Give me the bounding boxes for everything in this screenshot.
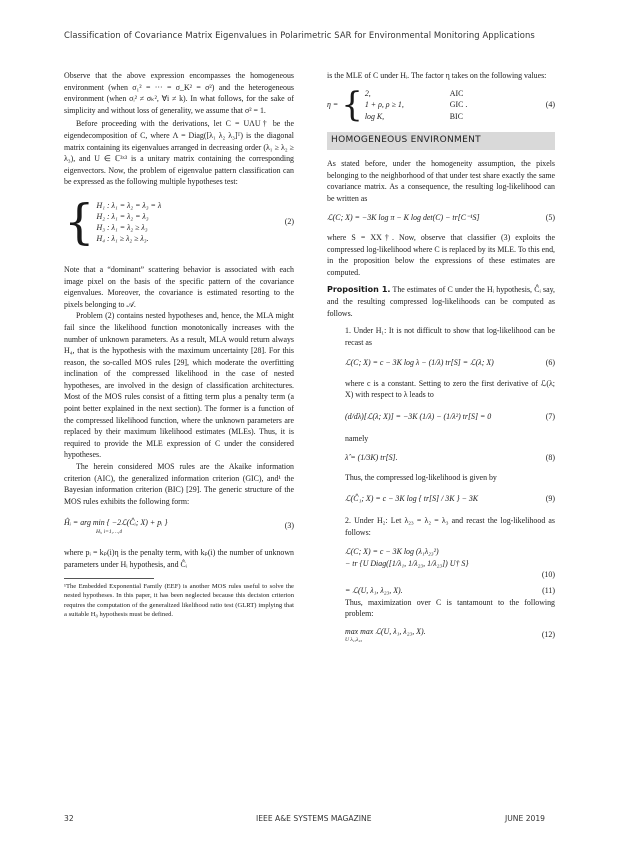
equation-line: ℒ(C; X) = c − 3K log (λ₁λ₂₃²) — [345, 547, 439, 557]
equation-body: ℒ(C; X) = −3K log π − K log det(C) − tr[C⁻¹S] — [327, 213, 480, 223]
equation-subscript: Hᵢ, i=1,…,4 — [96, 529, 122, 535]
equation-9 — [345, 493, 555, 505]
left-brace: { — [64, 193, 95, 250]
equation-2 — [64, 193, 294, 250]
hypothesis-row: H₂ : λ₁ = λ₂ = λ₃ — [96, 211, 149, 221]
paragraph: namely — [345, 433, 369, 443]
paragraph: is the MLE of C under Hᵢ. The factor η takes on the following values: — [327, 71, 547, 80]
equation-number: (2) — [284, 217, 294, 227]
eta-cases — [365, 88, 467, 123]
right-column — [327, 70, 555, 649]
list-item — [327, 515, 555, 643]
equation-number: (12) — [541, 629, 555, 639]
equation-number: (6) — [545, 358, 555, 368]
equation-11 — [345, 585, 555, 597]
page-number: 32 — [64, 814, 74, 823]
equation-number: (5) — [545, 213, 555, 223]
list-item — [327, 325, 555, 505]
issue-date: JUNE 2019 — [505, 814, 546, 823]
equation-7 — [345, 411, 555, 423]
magazine-name: IEEE A&E SYSTEMS MAGAZINE — [256, 814, 372, 823]
equation-number: (4) — [545, 100, 555, 110]
case-name: GIC . — [449, 100, 468, 110]
item-intro: 1. Under H₁: It is not difficult to show that log-likelihood can be recast as — [345, 326, 555, 347]
equation-number: (7) — [545, 412, 555, 422]
case-name: BIC — [449, 111, 463, 121]
equation-body: max max ℒ(U, λ₁, λ₂₃, X). — [345, 626, 426, 636]
paragraph: The herein considered MOS rules are the Akaike information criterion (AIC), the generalized information criterion (GIC), and¹ the Bayesian information criterion (BIC) [29]. The generic structure of the MOS rules exhibits the following form: — [64, 462, 294, 506]
running-header: Classification of Covariance Matrix Eigenvalues in Polarimetric SAR for Environmental Monitoring Applications — [64, 30, 535, 40]
case-value: 1 + ρ, ρ ≥ 1, — [364, 100, 404, 110]
paragraph: As stated before, under the homogeneity assumption, the pixels belonging to the neighborhood of that under test share exactly the same covariance matrix. As a consequence, the resulting log-likelihood can be written as — [327, 158, 555, 203]
equation-body: ℒ(Ĉ₁; X) = c − 3K log { tr[S] / 3K } − 3K — [345, 494, 479, 504]
proposition-text: The estimates of C under the Hᵢ hypothesis, Ĉᵢ say, and the resulting compressed log-likelihoods can be computed as follows. — [327, 285, 555, 318]
equation-3 — [64, 517, 294, 535]
paragraph: Thus, maximization over C is tantamount to the following problem: — [345, 597, 555, 619]
proposition-label: Proposition 1. — [327, 285, 391, 295]
equation-12 — [345, 626, 555, 644]
equation-8 — [345, 452, 555, 464]
hypotheses-list — [97, 200, 162, 244]
proposition — [327, 284, 555, 319]
paragraph: where S = XX†. Now, observe that classifier (3) exploits the compressed log-likelihood where C is replaced by its MLE. To this end, in the proposition below the expressions of these estimates are computed. — [327, 232, 555, 277]
equation-number: (11) — [542, 586, 555, 595]
paragraph: where c is a constant. Setting to zero the first derivative of ℒ(λ; X) with respect to λ leads to — [345, 378, 555, 400]
equation-6 — [345, 357, 555, 369]
equation-number: (10) — [541, 570, 555, 580]
equation-body: = ℒ(U, λ₁, λ₂₃, X). — [345, 586, 403, 595]
case-name: AIC — [449, 88, 464, 98]
hypothesis-row: H₁ : λ₁ = λ₂ = λ₃ = λ — [96, 200, 162, 210]
paragraph: Thus, the compressed log-likelihood is given by — [345, 472, 497, 482]
left-brace: { — [341, 84, 363, 125]
equation-body: (d/dλ)[ℒ(λ; X)] = −3K (1/λ) − (1/λ²) tr[S] = 0 — [345, 412, 492, 422]
equation-body: ℒ(C; X) = c − 3K log λ − (1/λ) tr[S] = ℒ(λ; X) — [345, 358, 494, 368]
equation-body: Ĥᵢ = arg min { −2ℒ(Ĉᵢ; X) + pᵢ } — [64, 518, 168, 528]
left-column — [64, 70, 294, 619]
paragraph: Problem (2) contains nested hypotheses and, hence, the MLA might fail since the likelihood function monotonically increases with the number of unknown parameters. As a result, MLA would return always H₄, that is the hypothesis with the maximum uncertainty [28]. For this reason, the so-called MOS rules [29], which moderate the overfitting inclination of the compressed likelihood in the case of nested hypotheses, are involved in the design of classification architectures. Most of the MOS rules consist of a fitting term plus a penalty term (a point better explained in the next section). The former is a function of the compressed likelihood function, where the unknown parameters are replaced by their maximum likelihood estimates (MLEs). Thus, it is required to provide the MLE expression of C under the considered hypotheses. — [64, 311, 294, 460]
case-value: log K, — [364, 111, 385, 121]
equation-number: (8) — [545, 453, 555, 463]
equation-number: (3) — [284, 521, 294, 531]
equation-lhs: η = — [327, 100, 339, 110]
paragraph: Before proceeding with the derivations, let C = UΛU† be the eigendecomposition of C, where Λ = Diag([λ₁ λ₂ λ₃]ᵀ) is the diagonal matrix containing its eigenvalues arranged in decreasing order (λ₁ ≥ λ₂ ≥ λ₃), and U ∈ ℂ³ˣ³ is a unitary matrix containing the corresponding eigenvectors. Now, the problem of eigenvalue pattern classification can be expressed as the following multiple hypotheses test: — [64, 119, 294, 187]
equation-body: λ̂ = (1/3K) tr[S]. — [345, 453, 398, 463]
item-intro: 2. Under H₂: Let λ₂₃ = λ₂ = λ₃ and recast the log-likelihood as follows: — [345, 516, 555, 537]
section-heading: HOMOGENEOUS ENVIRONMENT — [327, 132, 555, 150]
equation-5 — [327, 212, 555, 224]
equation-10 — [345, 546, 555, 581]
hypothesis-row: H₄ : λ₁ ≥ λ₂ ≥ λ₃. — [96, 233, 149, 243]
paragraph: where pᵢ = kₚ(i)η is the penalty term, with kₚ(i) the number of unknown parameters under Hᵢ hypothesis, and Ĉᵢ — [64, 548, 294, 569]
equation-subscript: U λ₁,λ₂₃ — [345, 637, 363, 644]
case-value: 2, — [364, 88, 371, 98]
equation-line: − tr {U Diag([1/λ₁, 1/λ₂₃, 1/λ₂₃]) U† S} — [345, 558, 469, 568]
paragraph: Note that a “dominant” scattering behavior is associated with each image pixel on the basis of the specific pattern of the covariance eigenvalues. Moreover, the covariance is estimated resorting to the pixels belonging to 𝒜. — [64, 264, 294, 309]
paragraph: Observe that the above expression encompasses the homogeneous environment (when σ₁² = ··· = σ_K² = σ²) and the heterogeneous environment (when σᵢ² ≠ σₖ², ∀i ≠ k). In what follows, for the sake of simplicity and without loss of generality, we assume that σ² = 1. — [64, 71, 294, 115]
footnote-rule — [64, 578, 154, 579]
footnote: ¹The Embedded Exponential Family (EEF) is another MOS rules useful to solve the nested hypotheses. In this paper, it has been neglected because this decision criterion requires the computation of the generalized likelihood ratio test (GLRT) implying that a suitable H₀ hypothesis must be defined. — [64, 583, 294, 618]
equation-number: (9) — [545, 494, 555, 504]
equation-4 — [327, 84, 555, 125]
hypothesis-row: H₃ : λ₁ = λ₂ ≥ λ₃ — [96, 222, 148, 232]
